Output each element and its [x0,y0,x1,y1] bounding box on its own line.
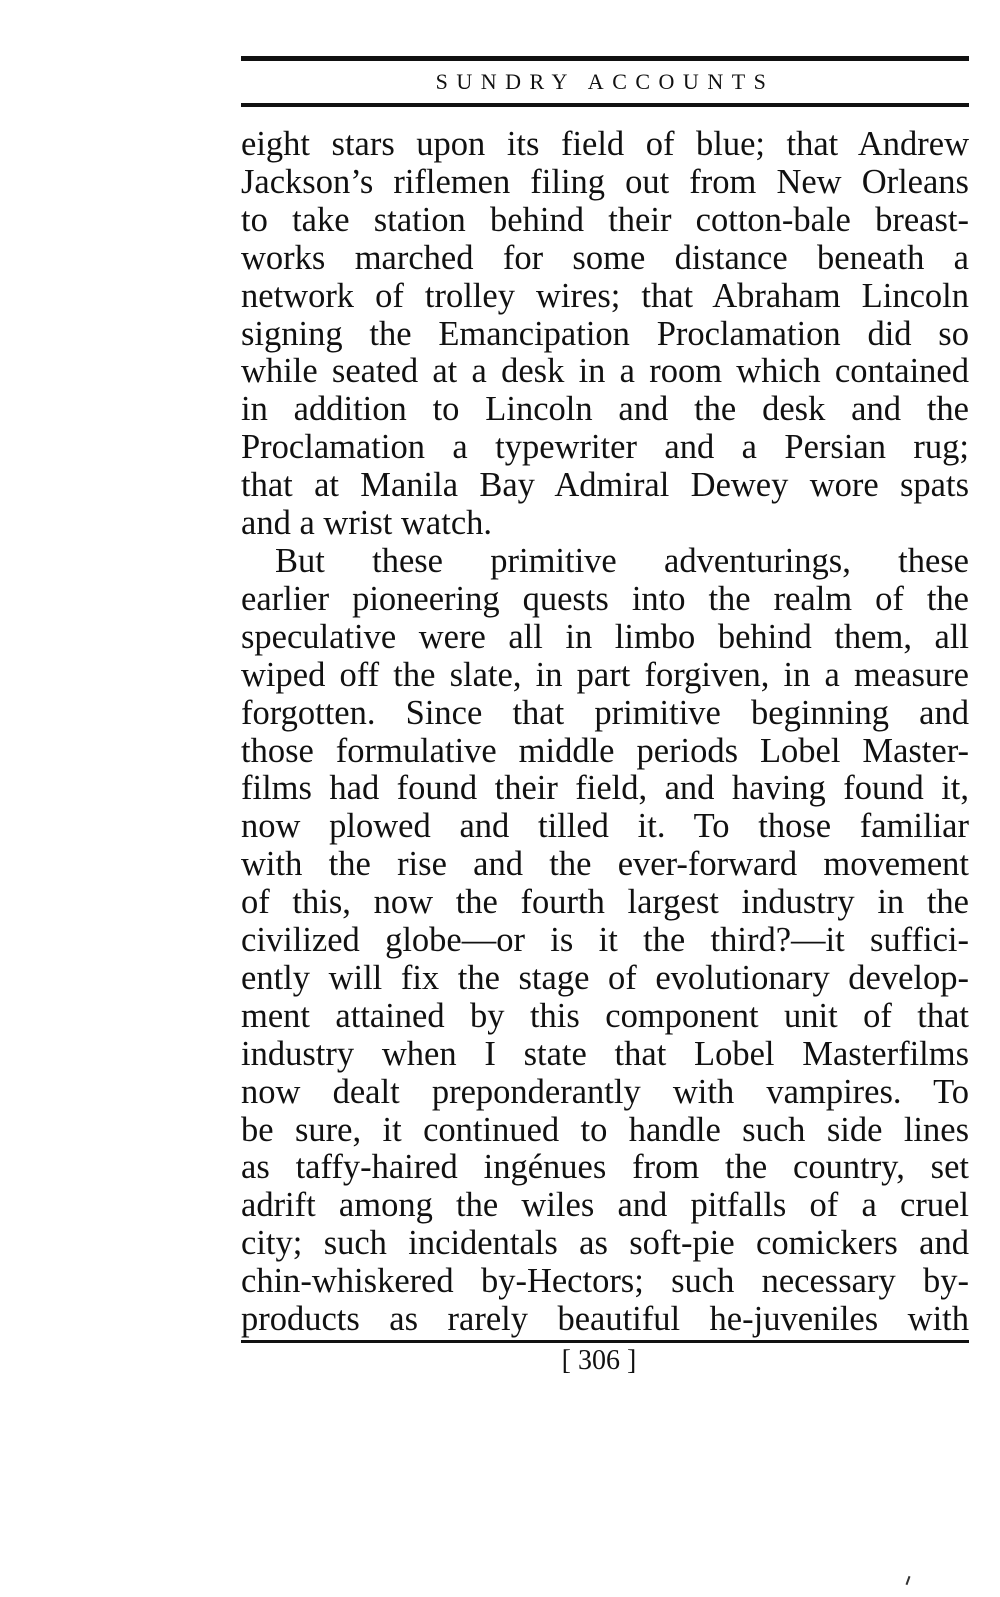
text-line: eight stars upon its field of blue; that Andrew [241,125,969,163]
text-line: films had found their field, and having found it, [241,769,969,808]
text-line: signing the Emancipation Proclamation did so [241,314,969,353]
text-line: forgotten. Since that primitive beginning and [241,693,969,732]
header-bottom-rule [241,103,969,107]
text-line: as taffy-haired ingénues from the country, set [241,1148,969,1187]
text-line: be sure, it continued to handle such side lines [241,1110,969,1149]
text-line: works marched for some distance beneath a [241,238,969,277]
text-line: network of trolley wires; that Abraham Lincoln [241,276,969,315]
text-line: that at Manila Bay Admiral Dewey wore spats [241,466,969,505]
body-text [241,126,969,1339]
paragraph-end-line: and a wrist watch. [241,504,493,543]
text-line: ently will fix the stage of evolutionary develop- [241,958,969,997]
paragraph-start-line: But these primitive adventurings, these [275,541,969,580]
stray-ink-mark [906,1576,911,1585]
text-line: while seated at a desk in a room which contained [241,352,969,391]
text-line: with the rise and the ever-forward movement [241,845,969,884]
text-line: Proclamation a typewriter and a Persian rug; [241,428,969,467]
text-line: products as rarely beautiful he-juveniles with [241,1300,969,1339]
text-line: city; such incidentals as soft-pie comickers and [241,1224,969,1263]
book-page [241,56,969,1376]
text-line: to take station behind their cotton-bale breast- [241,200,969,239]
text-line: now plowed and tilled it. To those familiar [241,807,969,846]
text-line: civilized globe—or is it the third?—it suffici- [241,921,969,960]
text-line: earlier pioneering quests into the realm of the [241,579,969,618]
text-line: in addition to Lincoln and the desk and the [241,390,969,429]
text-line: speculative were all in limbo behind them, all [241,617,969,656]
page-number: [ 306 ] [561,1345,637,1376]
text-line: industry when I state that Lobel Masterfilms [241,1034,969,1073]
text-line: wiped off the slate, in part forgiven, in a measure [241,655,969,694]
text-line: chin-whiskered by-Hectors; such necessary by- [241,1262,969,1301]
text-line: ment attained by this component unit of that [241,996,969,1035]
text-line: those formulative middle periods Lobel Master- [241,731,969,770]
footer-rule [241,1340,969,1343]
text-line: now dealt preponderantly with vampires. To [241,1072,969,1111]
text-line: adrift among the wiles and pitfalls of a cruel [241,1186,969,1225]
text-line: of this, now the fourth largest industry in the [241,883,969,922]
text-line: Jackson’s riflemen filing out from New Orleans [241,162,969,201]
running-head: SUNDRY ACCOUNTS [435,69,775,94]
